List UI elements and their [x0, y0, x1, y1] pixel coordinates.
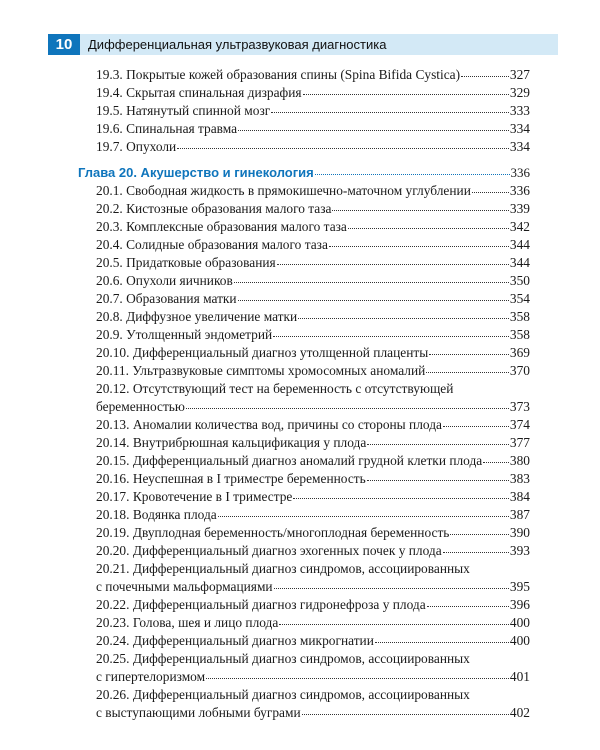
running-header	[48, 34, 558, 55]
toc-page-number: 344	[509, 237, 530, 252]
toc-entry-title: 20.4. Солидные образования малого таза	[96, 237, 328, 252]
toc-page-number: 377	[509, 435, 530, 450]
toc-entry[interactable]	[78, 344, 530, 362]
toc-entry-title: 20.23. Голова, шея и лицо плода	[96, 615, 279, 630]
toc-entry[interactable]	[78, 218, 530, 236]
toc-entry-line2: с гипертелоризмом	[96, 669, 206, 684]
toc-page-number: 336	[509, 183, 530, 198]
toc-page-number: 358	[509, 309, 530, 324]
toc-entry-title: 20.10. Дифференциальный диагноз утолщенной плаценты	[96, 345, 429, 360]
toc-entry[interactable]	[78, 542, 530, 560]
toc-entry[interactable]	[78, 272, 530, 290]
toc-entry[interactable]	[78, 488, 530, 506]
toc-page-number: 383	[509, 471, 530, 486]
toc-page-number: 336	[510, 165, 530, 180]
toc-page-number: 329	[509, 85, 530, 100]
toc-leader-dots	[332, 209, 508, 211]
toc-entry-title: 20.24. Дифференциальный диагноз микрогнатии	[96, 633, 374, 648]
chapter-20-entries-b	[78, 416, 530, 560]
toc-entry[interactable]	[78, 614, 530, 632]
toc-entry-title: 20.8. Диффузное увеличение матки	[96, 309, 298, 324]
toc-leader-dots	[483, 461, 509, 463]
toc-entry-line1: 20.21. Дифференциальный диагноз синдромов, ассоциированных	[96, 561, 470, 576]
toc-entry-title: 20.7. Образования матки	[96, 291, 237, 306]
toc-entry-title: 20.18. Водянка плода	[96, 507, 217, 522]
toc-page-number: 380	[509, 453, 530, 468]
toc-leader-dots	[218, 515, 509, 517]
toc-entry[interactable]	[78, 182, 530, 200]
toc-leader-dots	[279, 623, 509, 625]
toc-entry-20-21[interactable]	[78, 560, 530, 596]
toc-entry[interactable]	[78, 138, 530, 156]
toc-entry[interactable]	[78, 632, 530, 650]
toc-leader-dots	[238, 129, 509, 131]
toc-entry[interactable]	[78, 308, 530, 326]
toc-leader-dots	[443, 551, 509, 553]
table-of-contents	[78, 66, 530, 722]
toc-leader-dots	[186, 407, 509, 409]
chapter-20-entries-c	[78, 596, 530, 650]
toc-entry-title: 20.2. Кистозные образования малого таза	[96, 201, 332, 216]
toc-entry-title: 20.13. Аномалии количества вод, причины со стороны плода	[96, 417, 442, 432]
toc-leader-dots	[206, 677, 509, 679]
toc-page-number: 387	[509, 507, 530, 522]
toc-page-number: 393	[509, 543, 530, 558]
toc-leader-dots	[427, 605, 509, 607]
toc-entry-title: 20.16. Неуспешная в I триместре беременность	[96, 471, 366, 486]
toc-leader-dots	[329, 245, 509, 247]
toc-entry-20-26[interactable]	[78, 686, 530, 722]
toc-entry-line1: 20.12. Отсутствующий тест на беременность с отсутствующей	[96, 381, 454, 396]
toc-page-number: 333	[509, 103, 530, 118]
toc-entry[interactable]	[78, 326, 530, 344]
toc-entry-title: 20.5. Придатковые образования	[96, 255, 276, 270]
toc-leader-dots	[315, 173, 510, 175]
toc-entry-line2: беременностью	[96, 399, 185, 414]
toc-entry[interactable]	[78, 596, 530, 614]
toc-entry-20-25[interactable]	[78, 650, 530, 686]
toc-entry[interactable]	[78, 236, 530, 254]
running-title: Дифференциальная ультразвуковая диагностика	[88, 37, 387, 52]
toc-leader-dots	[234, 281, 509, 283]
toc-entry-title: 19.4. Скрытая спинальная дизрафия	[96, 85, 302, 100]
toc-leader-dots	[426, 371, 509, 373]
toc-entry-title: 20.19. Двуплодная беременность/многоплодная беременность	[96, 525, 450, 540]
toc-entry-title: 19.5. Натянутый спинной мозг	[96, 103, 271, 118]
toc-leader-dots	[367, 479, 509, 481]
toc-entry-20-12[interactable]	[78, 380, 530, 416]
toc-entry[interactable]	[78, 84, 530, 102]
toc-entry-line1: 20.25. Дифференциальный диагноз синдромов, ассоциированных	[96, 651, 470, 666]
toc-entry-title: 20.6. Опухоли яичников	[96, 273, 233, 288]
toc-page-number: 358	[509, 327, 530, 342]
toc-page-number: 401	[509, 669, 530, 684]
toc-entry-title: 20.3. Комплексные образования малого таза	[96, 219, 347, 234]
toc-page-number: 370	[509, 363, 530, 378]
toc-leader-dots	[450, 533, 509, 535]
toc-page-number: 384	[509, 489, 530, 504]
toc-page-number: 374	[509, 417, 530, 432]
toc-leader-dots	[293, 497, 509, 499]
toc-leader-dots	[271, 111, 509, 113]
toc-page-number: 369	[509, 345, 530, 360]
toc-leader-dots	[367, 443, 509, 445]
toc-entry-title: 20.9. Утолщенный эндометрий	[96, 327, 273, 342]
toc-page-number: 402	[509, 705, 530, 720]
toc-page-number: 390	[509, 525, 530, 540]
toc-entry[interactable]	[78, 290, 530, 308]
toc-leader-dots	[375, 641, 509, 643]
toc-entry-title: 20.22. Дифференциальный диагноз гидронефроза у плода	[96, 597, 426, 612]
toc-page-number: 395	[509, 579, 530, 594]
toc-entry-title: 20.11. Ультразвуковые симптомы хромосомных аномалий	[96, 363, 426, 378]
toc-leader-dots	[177, 147, 509, 149]
toc-page-number: 334	[509, 121, 530, 136]
toc-entry[interactable]	[78, 66, 530, 84]
toc-entry-title: 19.7. Опухоли	[96, 139, 177, 154]
toc-leader-dots	[302, 713, 509, 715]
page-number: 10	[48, 34, 80, 55]
toc-leader-dots	[429, 353, 509, 355]
toc-page-number: 396	[509, 597, 530, 612]
toc-entry[interactable]	[78, 254, 530, 272]
toc-chapter-title: Глава 20. Акушерство и гинекология	[78, 165, 314, 180]
toc-leader-dots	[238, 299, 509, 301]
toc-page-number: 354	[509, 291, 530, 306]
toc-entry-line1: 20.26. Дифференциальный диагноз синдромов, ассоциированных	[96, 687, 470, 702]
toc-leader-dots	[273, 335, 509, 337]
toc-entry-title: 20.20. Дифференциальный диагноз эхогенных почек у плода	[96, 543, 442, 558]
toc-leader-dots	[298, 317, 509, 319]
toc-entry-title: 20.17. Кровотечение в I триместре	[96, 489, 293, 504]
toc-chapter-20[interactable]	[78, 164, 530, 182]
toc-entry[interactable]	[78, 200, 530, 218]
toc-entry[interactable]	[78, 452, 530, 470]
toc-entry-title: 19.6. Спинальная травма	[96, 121, 238, 136]
toc-leader-dots	[348, 227, 509, 229]
toc-entry-line2: с выступающими лобными буграми	[96, 705, 301, 720]
toc-entry[interactable]	[78, 506, 530, 524]
toc-entry-title: 19.3. Покрытые кожей образования спины (Spina Bifida Cystica)	[96, 67, 461, 82]
chapter-20-entries-a	[78, 182, 530, 380]
toc-entry-title: 20.14. Внутрибрюшная кальцификация у плода	[96, 435, 367, 450]
toc-page-number: 350	[509, 273, 530, 288]
toc-entry-title: 20.1. Свободная жидкость в прямокишечно-маточном углублении	[96, 183, 471, 198]
toc-leader-dots	[303, 93, 509, 95]
toc-leader-dots	[472, 191, 509, 193]
toc-page-number: 339	[509, 201, 530, 216]
toc-entry[interactable]	[78, 102, 530, 120]
toc-entry[interactable]	[78, 362, 530, 380]
toc-page-number: 342	[509, 219, 530, 234]
toc-page-number: 344	[509, 255, 530, 270]
toc-page-number: 373	[509, 399, 530, 414]
toc-entry[interactable]	[78, 434, 530, 452]
toc-entry[interactable]	[78, 524, 530, 542]
toc-leader-dots	[277, 263, 509, 265]
toc-page-number: 327	[509, 67, 530, 82]
toc-leader-dots	[274, 587, 509, 589]
toc-entry[interactable]	[78, 470, 530, 488]
toc-page-number: 400	[509, 615, 530, 630]
toc-entry[interactable]	[78, 120, 530, 138]
toc-page-number: 400	[509, 633, 530, 648]
toc-leader-dots	[461, 75, 509, 77]
toc-page-number: 334	[509, 139, 530, 154]
toc-entry[interactable]	[78, 416, 530, 434]
toc-entry-line2: с почечными мальформациями	[96, 579, 273, 594]
toc-leader-dots	[443, 425, 509, 427]
toc-entry-title: 20.15. Дифференциальный диагноз аномалий грудной клетки плода	[96, 453, 483, 468]
chapter-19-entries	[78, 66, 530, 156]
